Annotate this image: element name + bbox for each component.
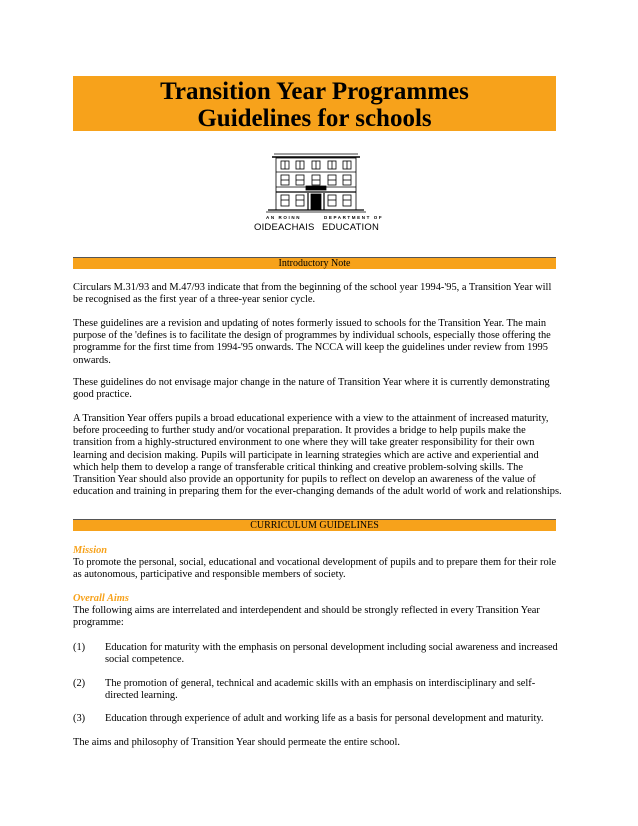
introductory-note-bar: Introductory Note <box>73 257 556 269</box>
mission-text: To promote the personal, social, educational and vocational development of pupils and to prepare them for their role as autonomous, participative and responsible members of society. <box>73 557 557 581</box>
logo-english-small: DEPARTMENT OF <box>324 215 384 220</box>
title-line-1: Transition Year Programmes <box>160 78 469 105</box>
building-illustration <box>252 150 380 214</box>
mission-heading: Mission <box>73 545 108 556</box>
department-of-education-logo <box>252 150 384 234</box>
intro-paragraph-1: Circulars M.31/93 and M.47/93 indicate that from the beginning of the school year 1994-'95, a Transition Year will be recognised as the first year of a three-year senior cycle. <box>73 282 552 306</box>
intro-paragraph-4: A Transition Year offers pupils a broad educational experience with a view to the attainment of increased maturity, before proceeding to further study and/or vocational preparation. It provides a bridge to help pupils make the transition from a highly-structured environment to one where they will take greater responsibility for their own learning and decision making. Pupils will participate in learning strategies which are active and experiential and which help them to develop a range of transferable critical thinking and creative problem-solving skills. The Transition Year should also provide an opportunity for pupils to reflect on develop an awareness of the value of education and training in preparing them for the ever-changing demands of the adult world of work and relationships. <box>73 413 562 498</box>
aim-item <box>73 678 563 702</box>
logo-english-big: EDUCATION <box>322 222 380 233</box>
aims-closing: The aims and philosophy of Transition Year should permeate the entire school. <box>73 737 400 748</box>
overall-aims-section <box>73 593 563 630</box>
logo-irish-small: AN ROINN <box>266 215 302 220</box>
aim-item <box>73 713 563 725</box>
aim-text: Education through experience of adult and working life as a basis for personal development and maturity. <box>105 713 544 724</box>
logo-irish-big: OIDEACHAIS <box>254 222 315 233</box>
aims-intro: The following aims are interrelated and interdependent and should be strongly reflected in every Transition Year programme: <box>73 605 540 629</box>
aims-heading: Overall Aims <box>73 593 129 604</box>
title-banner <box>73 76 556 131</box>
aim-number: (2) <box>73 678 86 689</box>
aim-number: (1) <box>73 642 86 653</box>
aim-text: Education for maturity with the emphasis on personal development including social awareness and increased social competence. <box>105 642 558 666</box>
intro-paragraph-2: These guidelines are a revision and updating of notes formerly issued to schools for the Transition Year. The main purpose of the 'defines is to facilitate the design of programmes by individual schools, especially those offering the programme for the first time from 1994-'95 onwards. The NCCA will keep the guidelines under review from 1995 onwards. <box>73 318 551 366</box>
aim-item <box>73 642 563 666</box>
mission-section <box>73 545 563 582</box>
title-line-2: Guidelines for schools <box>197 105 432 132</box>
aim-text: The promotion of general, technical and academic skills with an emphasis on interdisciplinary and self-directed learning. <box>105 678 536 702</box>
curriculum-guidelines-bar: CURRICULUM GUIDELINES <box>73 519 556 531</box>
aim-number: (3) <box>73 713 86 724</box>
intro-paragraph-3: These guidelines do not envisage major change in the nature of Transition Year where it is currently demonstrating good practice. <box>73 377 550 401</box>
